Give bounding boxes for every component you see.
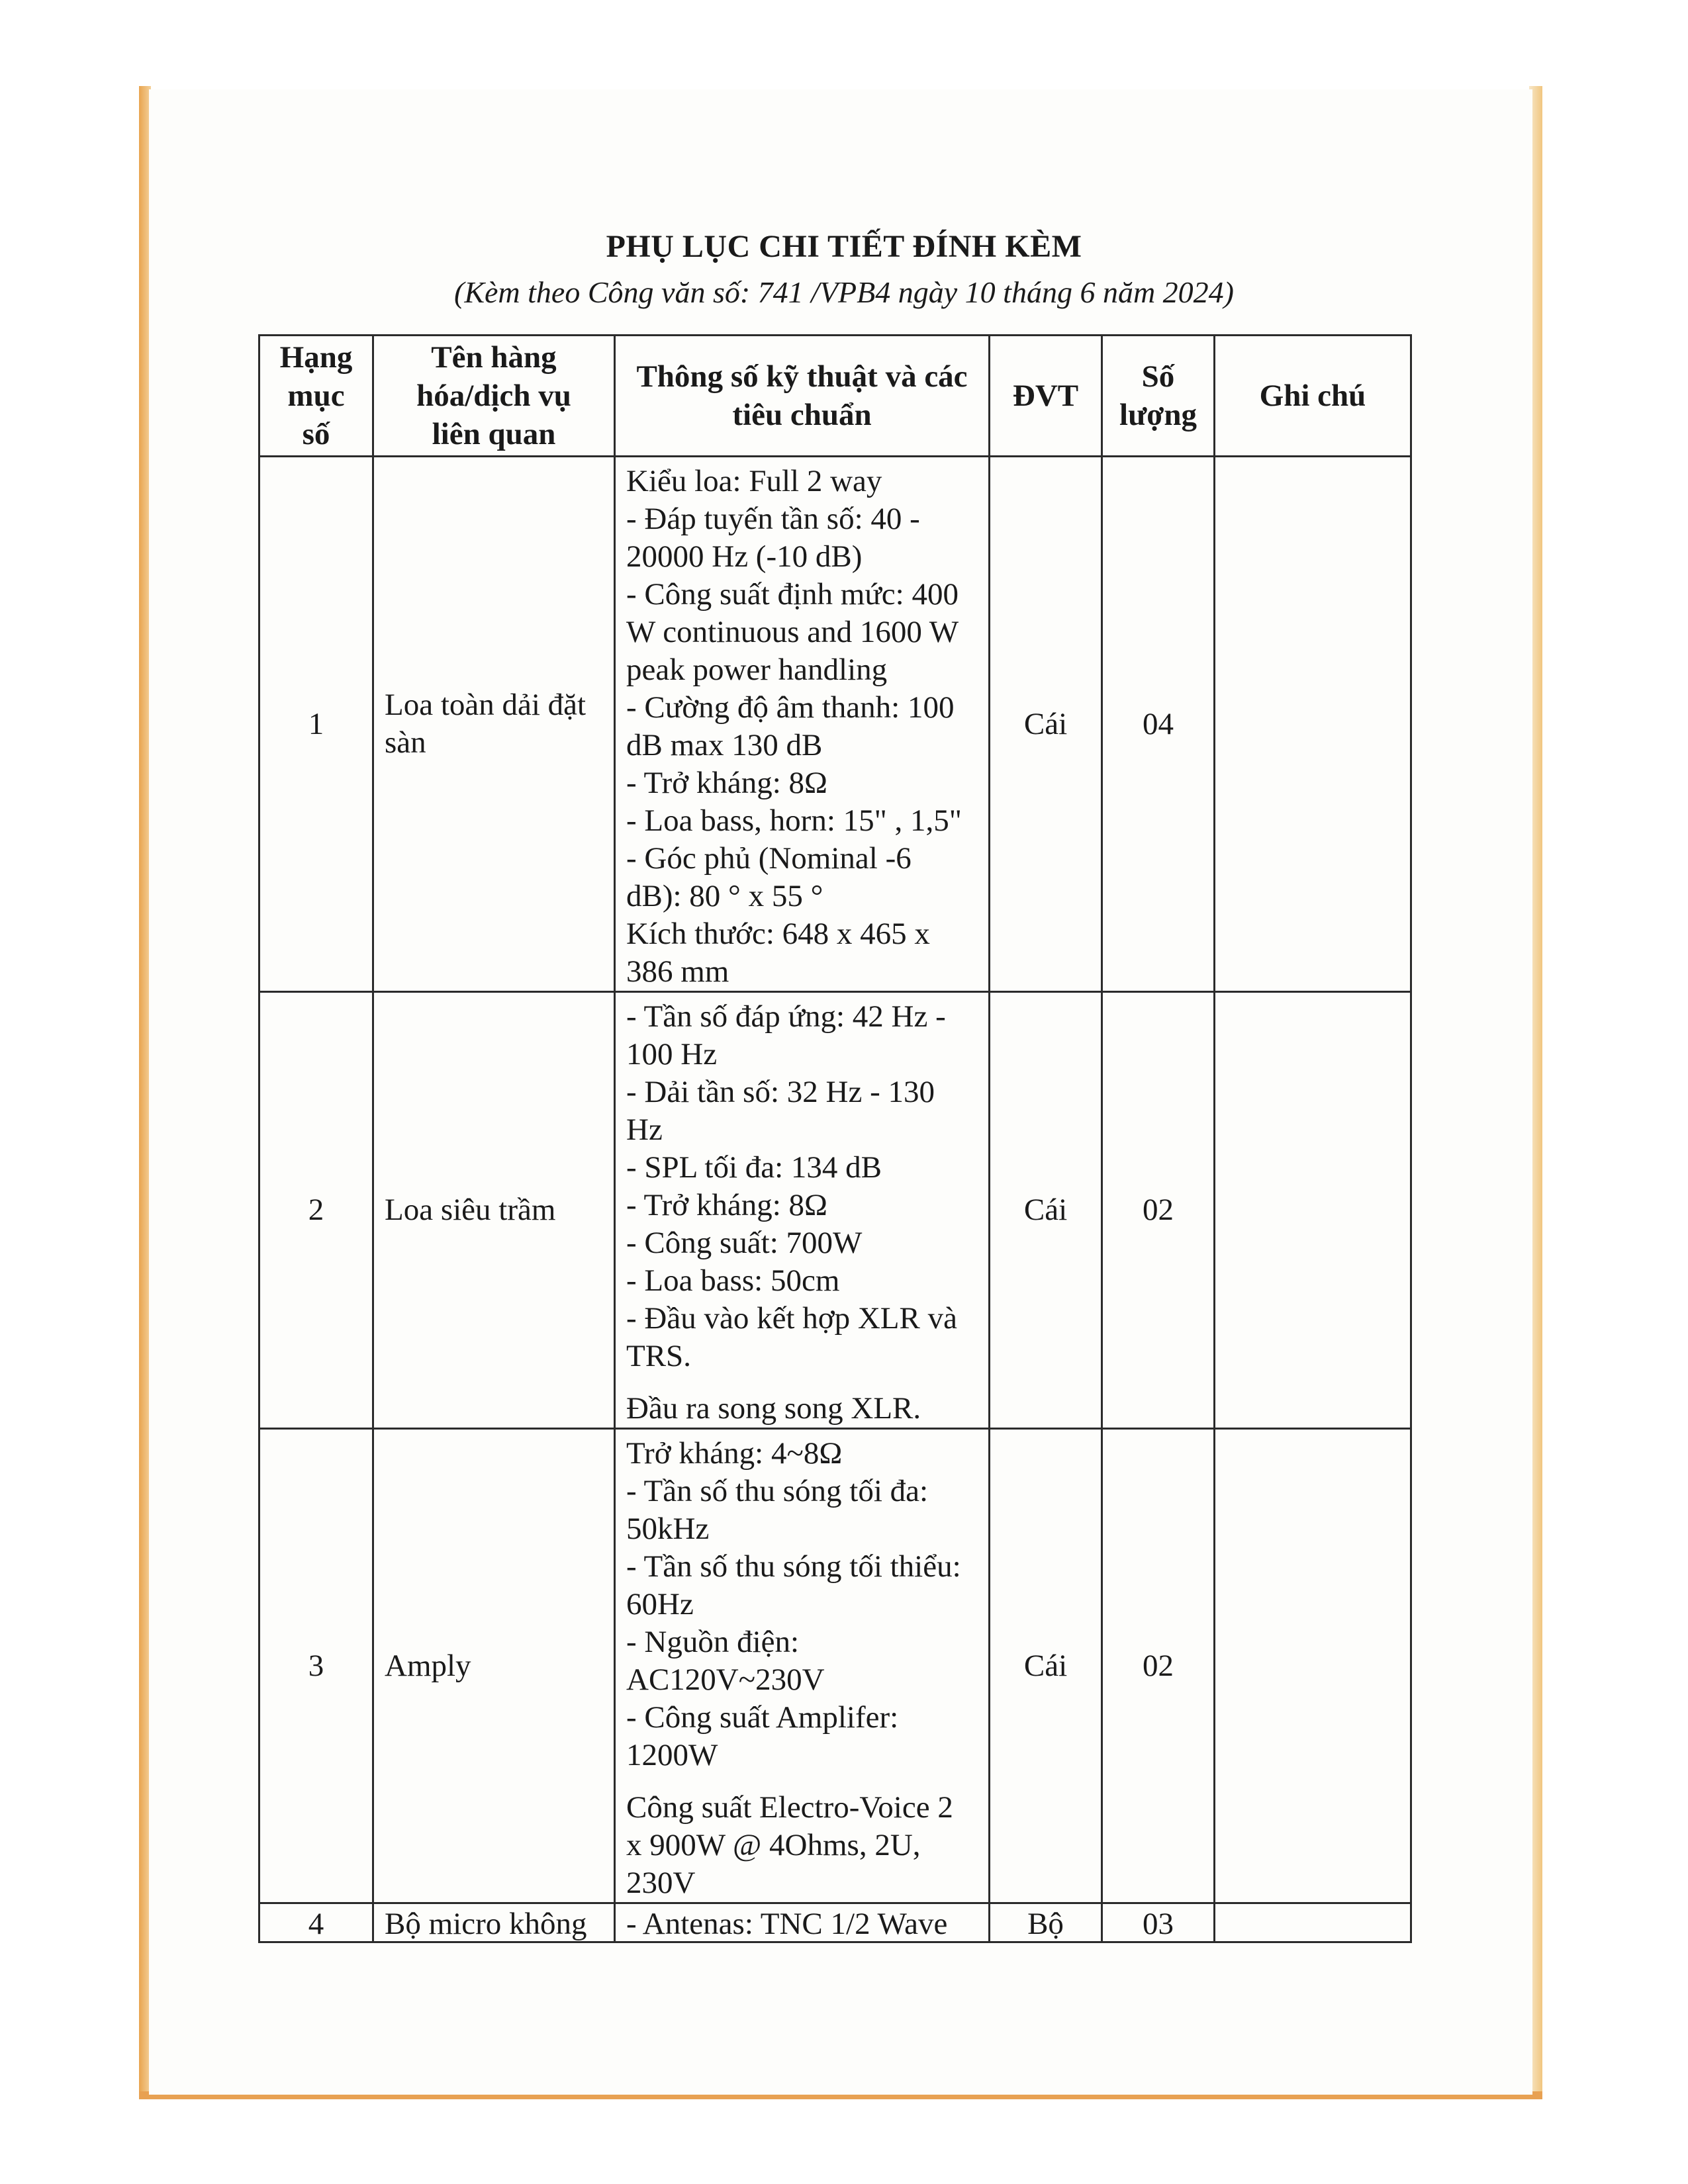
- spec-line: - Trở kháng: 8Ω: [626, 1188, 827, 1222]
- spec-line: W continuous and 1600 W: [626, 615, 959, 649]
- spec-line: Công suất Electro-Voice 2: [626, 1790, 953, 1825]
- document-title: PHỤ LỤC CHI TIẾT ĐÍNH KÈM: [606, 229, 1082, 264]
- unit-cell: Cái: [990, 992, 1102, 1429]
- spec-line: - Tần số đáp ứng: 42 Hz -: [626, 999, 946, 1034]
- note-cell: [1215, 1903, 1411, 1942]
- item-name-cell: [373, 1903, 615, 1942]
- spec-cell: [615, 457, 990, 992]
- spec-line: dB max 130 dB: [626, 728, 823, 762]
- table-row: [259, 457, 1411, 992]
- spec-line: dB): 80 ° x 55 °: [626, 879, 823, 913]
- item-name-cell: [373, 992, 615, 1429]
- quantity-cell: 02: [1102, 992, 1215, 1429]
- spec-table: [258, 334, 1412, 1943]
- spec-line: Kích thước: 648 x 465 x: [626, 917, 930, 951]
- paragraph-gap: [626, 1774, 978, 1789]
- spec-line: 100 Hz: [626, 1037, 718, 1071]
- item-name-line: Loa toàn dải đặt: [385, 688, 586, 722]
- spec-cell: [615, 992, 990, 1429]
- spec-line: - Tần số thu sóng tối thiểu:: [626, 1549, 961, 1584]
- spec-line: peak power handling: [626, 653, 888, 687]
- document-subtitle: (Kèm theo Công văn số: 741 /VPB4 ngày 10 tháng 6 năm 2024): [454, 275, 1234, 309]
- spec-line: - Góc phủ (Nominal -6: [626, 841, 912, 876]
- header-line: Hạng: [279, 340, 353, 375]
- header-line: Tên hàng: [431, 340, 557, 375]
- item-name-line: sàn: [385, 725, 426, 760]
- spec-line: 20000 Hz (-10 dB): [626, 539, 863, 574]
- header-item-number: [259, 336, 373, 457]
- spec-line: 60Hz: [626, 1587, 694, 1621]
- header-item-name: [373, 336, 615, 457]
- spec-line: - Dải tần số: 32 Hz - 130: [626, 1075, 935, 1109]
- spec-line: - Antenas: TNC 1/2 Wave: [626, 1907, 948, 1941]
- note-cell: [1215, 1429, 1411, 1903]
- item-name-line: Bộ micro không: [385, 1907, 587, 1941]
- table-row: [259, 992, 1411, 1429]
- spec-line: TRS.: [626, 1339, 691, 1373]
- header-line: hóa/dịch vụ: [416, 379, 571, 413]
- spec-line: 230V: [626, 1866, 696, 1900]
- header-line: lượng: [1119, 398, 1197, 432]
- spec-line: Hz: [626, 1113, 663, 1147]
- header-line: mục: [287, 379, 345, 413]
- spec-line: Trở kháng: 4~8Ω: [626, 1436, 843, 1471]
- spec-line: - Trở kháng: 8Ω: [626, 766, 827, 800]
- header-note: [1215, 336, 1411, 457]
- item-number-cell: 1: [259, 457, 373, 992]
- item-name-line: Amply: [385, 1648, 471, 1683]
- paragraph-gap: [626, 1375, 978, 1390]
- spec-line: - Loa bass, horn: 15" , 1,5": [626, 803, 962, 838]
- spec-line: - Đáp tuyến tần số: 40 -: [626, 502, 920, 536]
- spec-cell: [615, 1903, 990, 1942]
- unit-cell: Cái: [990, 457, 1102, 992]
- table-header-row: [259, 336, 1411, 457]
- spec-line: AC120V~230V: [626, 1662, 825, 1697]
- spec-line: Đầu ra song song XLR.: [626, 1391, 921, 1426]
- spec-line: 50kHz: [626, 1512, 710, 1546]
- spec-line: x 900W @ 4Ohms, 2U,: [626, 1828, 921, 1862]
- header-line: Số: [1141, 359, 1175, 394]
- spec-line: - Nguồn điện:: [626, 1625, 800, 1659]
- quantity-cell: 04: [1102, 457, 1215, 992]
- item-name-line: Loa siêu trầm: [385, 1193, 556, 1227]
- scan-background-top: [0, 0, 1688, 89]
- unit-cell: Bộ: [990, 1903, 1102, 1942]
- header-line: liên quan: [432, 417, 556, 451]
- spec-line: - Công suất: 700W: [626, 1226, 863, 1260]
- spec-line: - Công suất định mức: 400: [626, 577, 959, 612]
- spec-line: - SPL tối đa: 134 dB: [626, 1150, 882, 1185]
- header-line: ĐVT: [1012, 379, 1079, 413]
- item-name-cell: [373, 1429, 615, 1903]
- header-line: tiêu chuẩn: [732, 398, 872, 432]
- item-number-cell: 3: [259, 1429, 373, 1903]
- unit-cell: Cái: [990, 1429, 1102, 1903]
- note-cell: [1215, 992, 1411, 1429]
- note-cell: [1215, 457, 1411, 992]
- scan-background-left: [0, 0, 146, 2184]
- spec-line: - Cường độ âm thanh: 100: [626, 690, 955, 725]
- spec-line: - Tần số thu sóng tối đa:: [626, 1474, 929, 1508]
- header-line: số: [302, 417, 330, 451]
- spec-cell: [615, 1429, 990, 1903]
- header-line: Ghi chú: [1259, 379, 1366, 413]
- spec-line: - Loa bass: 50cm: [626, 1263, 840, 1298]
- quantity-cell: 03: [1102, 1903, 1215, 1942]
- spec-line: - Đầu vào kết hợp XLR và: [626, 1301, 957, 1336]
- spec-line: Kiểu loa: Full 2 way: [626, 464, 882, 498]
- header-unit: [990, 336, 1102, 457]
- item-name-cell: [373, 457, 615, 992]
- item-number-cell: 4: [259, 1903, 373, 1942]
- spec-line: 1200W: [626, 1738, 718, 1772]
- item-number-cell: 2: [259, 992, 373, 1429]
- table-row: [259, 1903, 1411, 1942]
- quantity-cell: 02: [1102, 1429, 1215, 1903]
- header-line: Thông số kỹ thuật và các: [636, 359, 968, 394]
- header-spec: [615, 336, 990, 457]
- table-row: [259, 1429, 1411, 1903]
- header-quantity: [1102, 336, 1215, 457]
- spec-line: - Công suất Amplifer:: [626, 1700, 899, 1735]
- spec-line: 386 mm: [626, 954, 729, 989]
